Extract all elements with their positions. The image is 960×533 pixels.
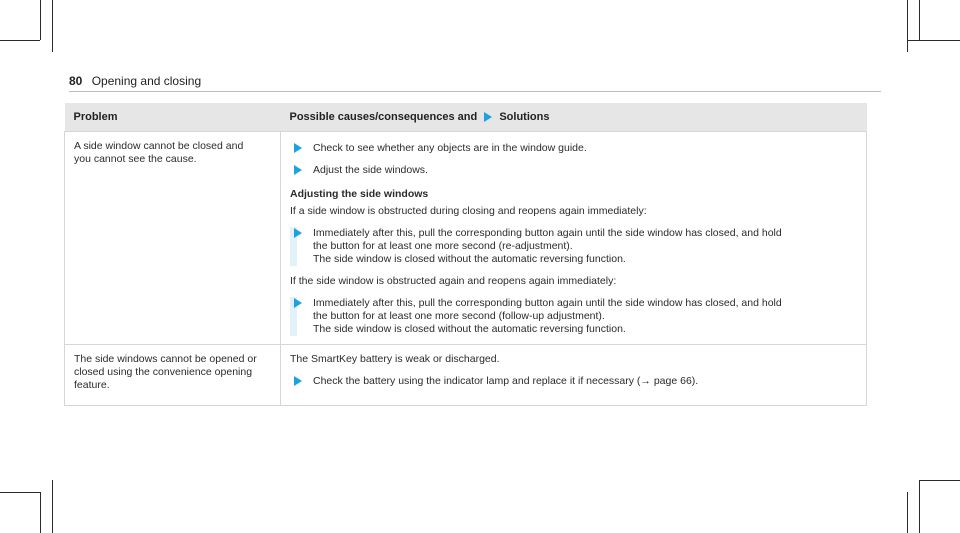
action-arrow-icon bbox=[484, 112, 492, 122]
crop-mark bbox=[0, 492, 40, 493]
solution-cell bbox=[281, 345, 867, 406]
crop-mark bbox=[907, 0, 908, 52]
step-text: Adjust the side windows. bbox=[313, 164, 428, 176]
step-text: Check the battery using the indicator lamp and replace it if necessary (→ page 66). bbox=[313, 375, 699, 387]
solution-step bbox=[290, 142, 857, 155]
crop-mark bbox=[52, 480, 53, 533]
problem-text-line: you cannot see the cause. bbox=[74, 153, 197, 165]
solution-cell bbox=[281, 132, 867, 345]
crop-mark bbox=[919, 480, 960, 481]
problem-cell bbox=[65, 345, 281, 406]
action-arrow-icon bbox=[294, 143, 302, 153]
troubleshooting-table bbox=[64, 103, 867, 406]
step-text-line: the button for at least one more second (re-adjustment). bbox=[313, 240, 573, 252]
page-number: 80 bbox=[69, 74, 83, 88]
crop-mark bbox=[40, 492, 41, 533]
crop-mark bbox=[919, 480, 920, 533]
step-text-line: The side window is closed without the automatic reversing function. bbox=[313, 323, 626, 335]
crop-mark bbox=[907, 492, 908, 533]
solution-step bbox=[290, 227, 857, 266]
crop-mark bbox=[907, 40, 960, 41]
solution-step bbox=[290, 164, 857, 177]
column-header-problem: Problem bbox=[65, 103, 281, 132]
problem-text-line: closed using the convenience opening bbox=[74, 366, 253, 378]
problem-text-line: A side window cannot be closed and bbox=[74, 140, 244, 152]
step-text: Check to see whether any objects are in the window guide. bbox=[313, 142, 587, 154]
action-arrow-icon bbox=[294, 298, 302, 308]
solution-step bbox=[290, 297, 857, 336]
subsection-heading: Adjusting the side windows bbox=[290, 188, 429, 200]
problem-cell bbox=[65, 132, 281, 345]
column-header-solutions bbox=[281, 103, 867, 132]
paragraph: If a side window is obstructed during closing and reopens again immediately: bbox=[290, 205, 647, 217]
problem-text-line: feature. bbox=[74, 379, 110, 391]
solution-step bbox=[290, 375, 857, 388]
crop-mark bbox=[919, 0, 920, 40]
table-row bbox=[65, 345, 867, 406]
header-divider bbox=[69, 91, 881, 92]
step-text-line: the button for at least one more second (follow-up adjustment). bbox=[313, 310, 605, 322]
crop-mark bbox=[52, 0, 53, 52]
table-header-row bbox=[65, 103, 867, 132]
action-arrow-icon bbox=[294, 165, 302, 175]
paragraph: If the side window is obstructed again and reopens again immediately: bbox=[290, 275, 617, 287]
action-arrow-icon bbox=[294, 376, 302, 386]
problem-text-line: The side windows cannot be opened or bbox=[74, 353, 257, 365]
crop-mark bbox=[40, 0, 41, 40]
column-header-solutions-suffix: Solutions bbox=[499, 111, 550, 123]
column-header-solutions-prefix: Possible causes/consequences and bbox=[289, 111, 478, 123]
step-text-line: Immediately after this, pull the corresponding button again until the side window has closed, and hold bbox=[313, 297, 782, 309]
crop-mark bbox=[0, 40, 40, 41]
step-text-line: The side window is closed without the automatic reversing function. bbox=[313, 253, 626, 265]
section-title: Opening and closing bbox=[91, 74, 202, 88]
page-header bbox=[69, 74, 201, 88]
table-row bbox=[65, 132, 867, 345]
cause-text: The SmartKey battery is weak or discharged. bbox=[290, 353, 500, 365]
action-arrow-icon bbox=[294, 228, 302, 238]
step-text-line: Immediately after this, pull the corresponding button again until the side window has closed, and hold bbox=[313, 227, 782, 239]
